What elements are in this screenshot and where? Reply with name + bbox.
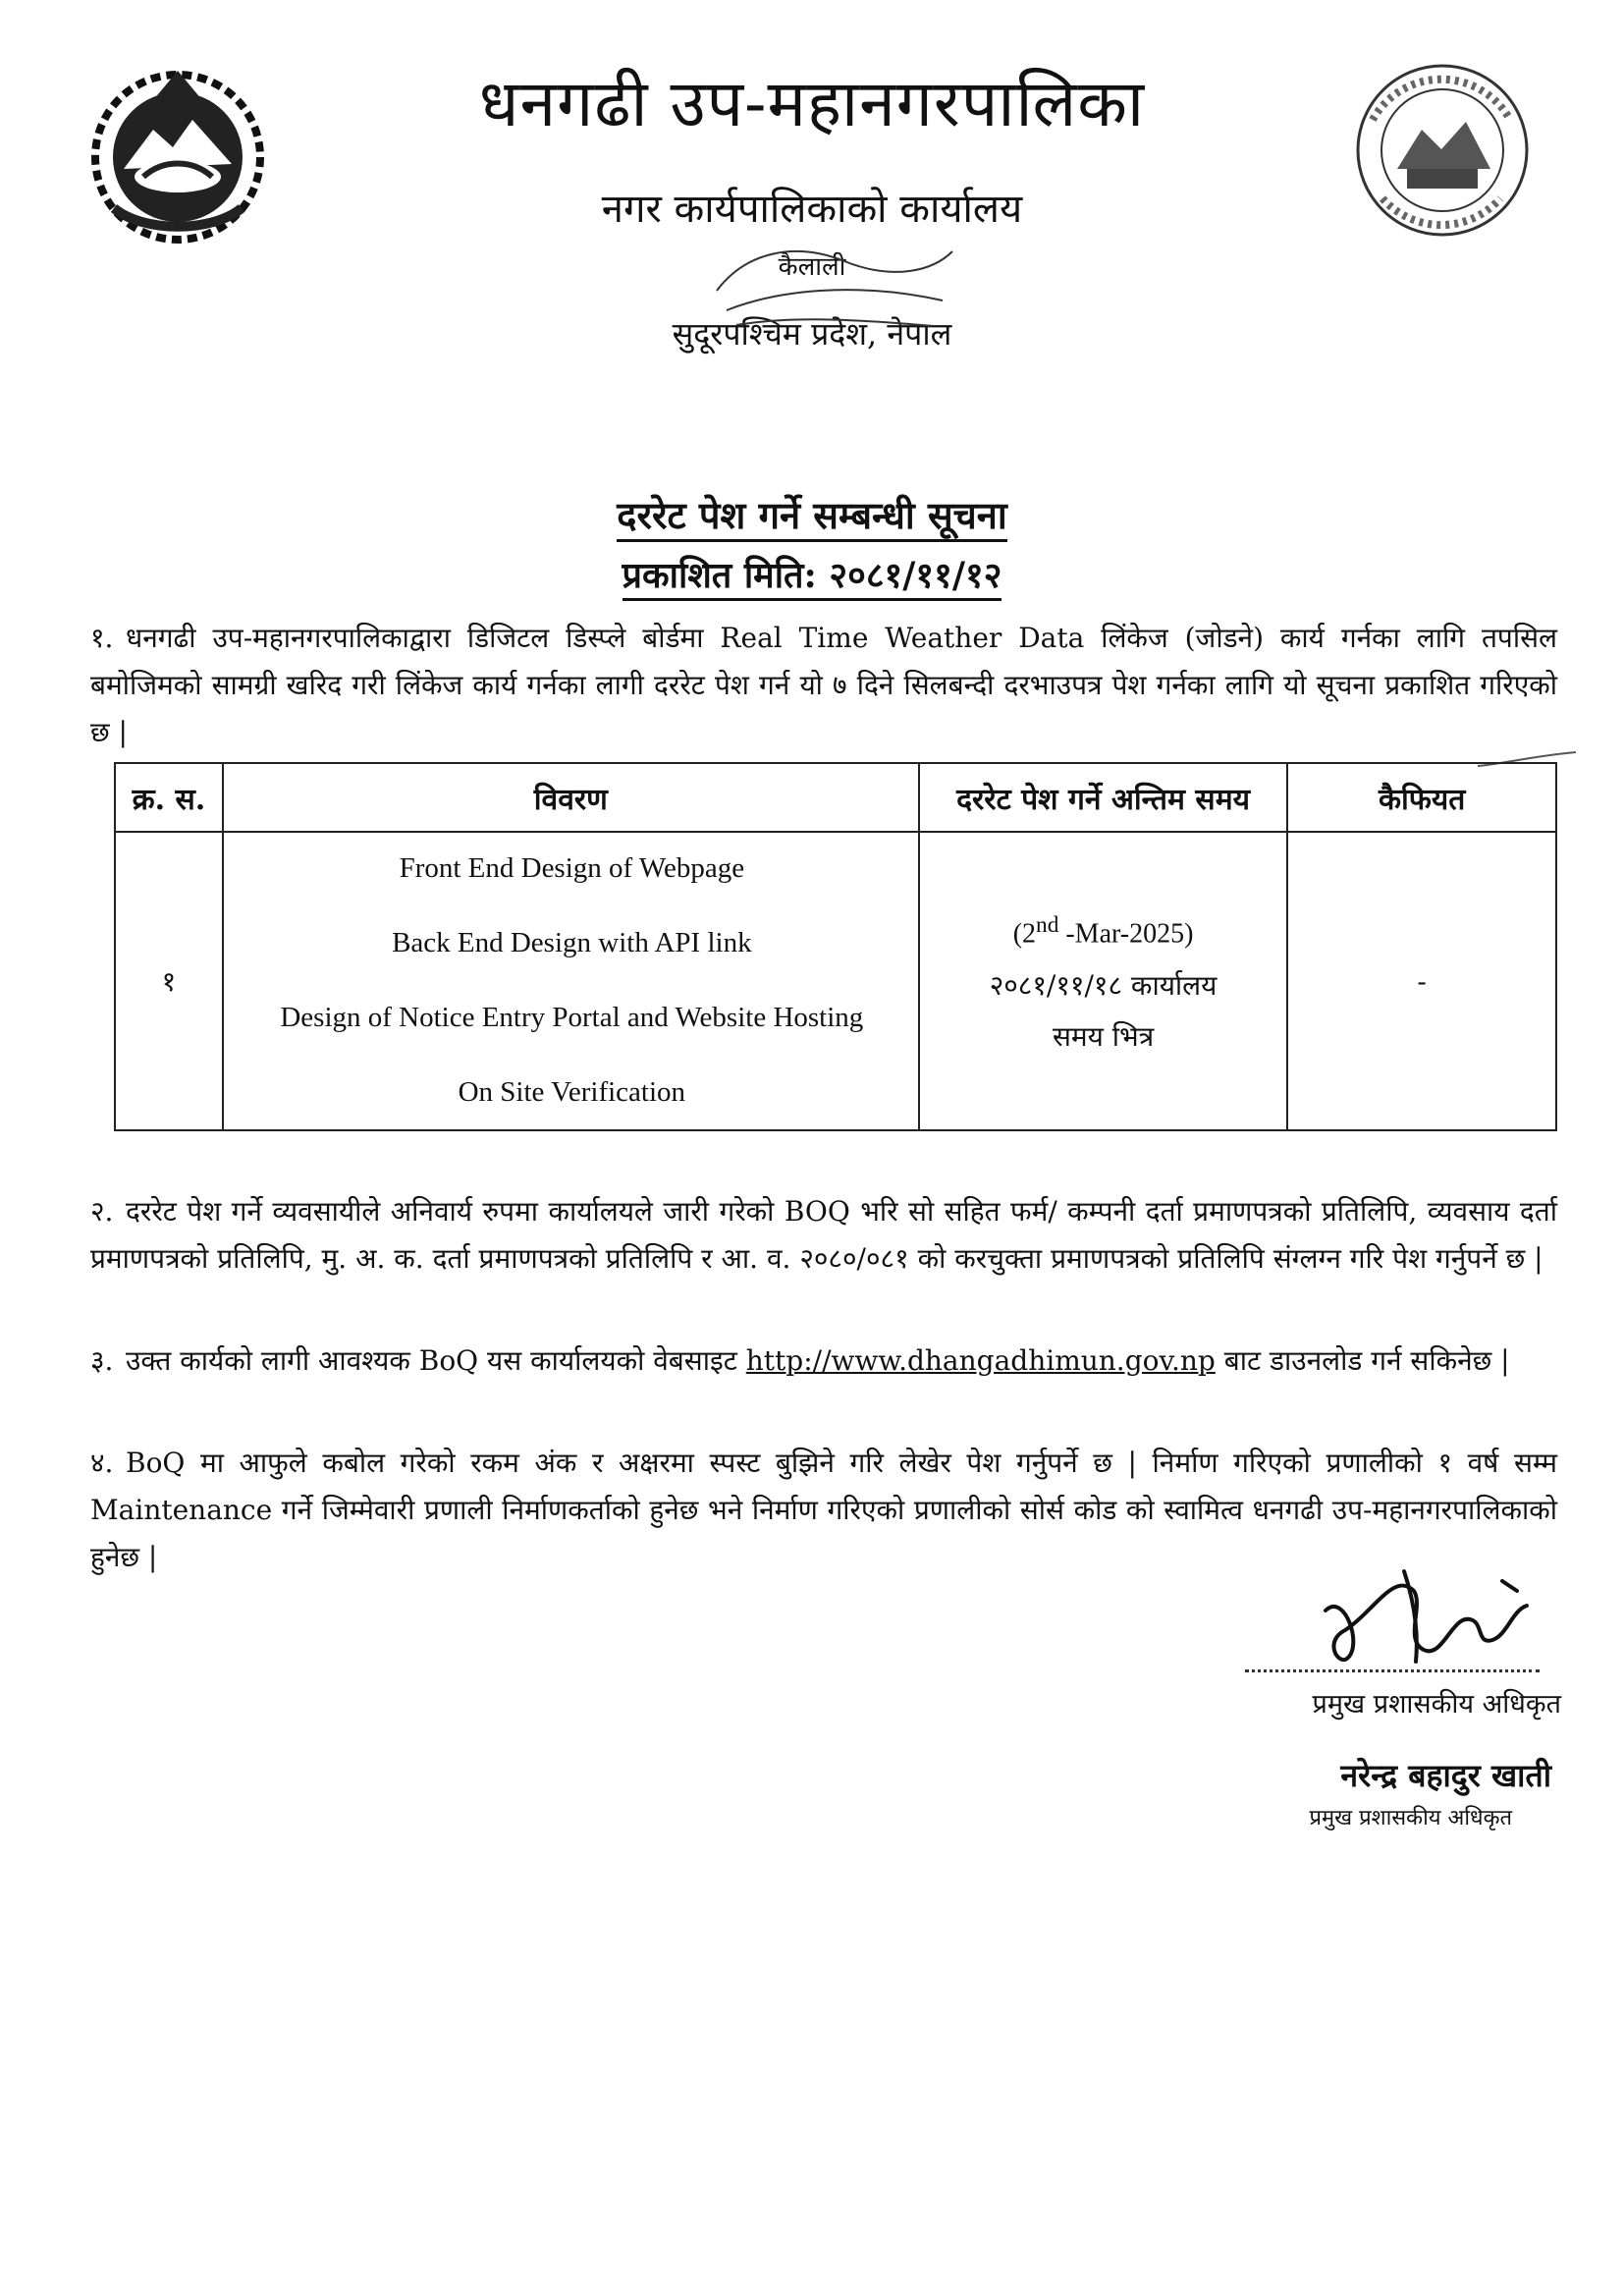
province-address: सुदूरपश्चिम प्रदेश, नेपाल <box>672 315 952 353</box>
paragraph-text: बाट डाउनलोड गर्न सकिनेछ | <box>1215 1344 1510 1377</box>
paragraph-number: १. <box>90 622 114 654</box>
paragraph-2 <box>90 1188 1557 1283</box>
signatory-name: नरेन्द्र बहादुर खाती <box>1340 1757 1551 1794</box>
website-link[interactable]: http://www.dhangadhimun.gov.np <box>745 1344 1216 1377</box>
paragraph-1 <box>90 615 1557 756</box>
municipality-name: धनगढी उप-महानगरपालिका <box>478 66 1146 141</box>
signatory-title-stamp: प्रमुख प्रशासकीय अधिकृत <box>1309 1806 1512 1831</box>
description-item: Front End Design of Webpage <box>399 852 745 884</box>
paragraph-text: धनगढी उप-महानगरपालिकाद्वारा डिजिटल डिस्प्ले बोर्डमा Real Time Weather Data लिंकेज (जोडने) कार्य गर्नका लागि तपसिल बमोजिमको सामग्री खरिद गरी लिंकेज कार्य गर्नका लागी दररेट पेश गर्न यो ७ दिने सिलबन्दी दरभाउपत्र पेश गर्नका लागि यो सूचना प्रकाशित गरिएको छ | <box>90 622 1557 748</box>
signature-line <box>1245 1660 1540 1672</box>
deadline-english-date: (2nd -Mar-2025) <box>1012 912 1194 950</box>
header-serial-no: क्र. स. <box>115 763 223 832</box>
office-name: नगर कार्यपालिकाको कार्यालय <box>601 187 1023 232</box>
paragraph-number: ४. <box>90 1447 114 1479</box>
paragraph-text: उक्त कार्यको लागी आवश्यक BoQ यस कार्यालयको वेबसाइट <box>126 1344 746 1377</box>
header-description: विवरण <box>223 763 919 832</box>
rate-table <box>114 762 1557 1131</box>
cell-remarks: - <box>1287 832 1556 1130</box>
published-date: प्रकाशित मिति: २०८१/११/१२ <box>0 552 1624 599</box>
paragraph-number: २. <box>90 1195 114 1228</box>
cell-serial-no: १ <box>115 832 223 1130</box>
paragraph-text: दररेट पेश गर्ने व्यवसायीले अनिवार्य रुपमा कार्यालयले जारी गरेको BOQ भरि सो सहित फर्म/ कम्पनी दर्ता प्रमाणपत्रको प्रतिलिपि, व्यवसाय दर्ता प्रमाणपत्रको प्रतिलिपि, मु. अ. क. दर्ता प्रमाणपत्रको प्रतिलिपि र आ. व. २०८०/०८१ को करचुक्ता प्रमाणपत्रको प्रतिलिपि संग्लग्न गरि पेश गर्नुपर्ने छ | <box>90 1195 1557 1275</box>
notice-title: दररेट पेश गर्ने सम्बन्धी सूचना <box>0 491 1624 540</box>
header-deadline: दररेट पेश गर्ने अन्तिम समय <box>919 763 1288 832</box>
paragraph-number: ३. <box>90 1344 114 1377</box>
description-item: On Site Verification <box>458 1076 686 1108</box>
description-item: Design of Notice Entry Portal and Website Hosting <box>280 1002 864 1033</box>
header-remarks: कैफियत <box>1287 763 1556 832</box>
district-name: कैलाली <box>778 252 846 282</box>
paragraph-text: BoQ मा आफुले कबोल गरेको रकम अंक र अक्षरमा स्पस्ट बुझिने गरि लेखेर पेश गर्नुपर्ने छ | निर्माण गरिएको प्रणालीको १ वर्ष सम्म Maintenance गर्ने जिम्मेवारी प्रणाली निर्माणकर्ताको हुनेछ भने निर्माण गरिएको प्रणालीको सोर्स कोड को स्वामित्व धनगढी उप-महानगरपालिकाको हुनेछ | <box>90 1447 1557 1573</box>
cell-description <box>223 832 919 1130</box>
table-row <box>115 832 1556 1130</box>
cell-deadline <box>919 832 1288 1130</box>
paragraph-3 <box>90 1338 1557 1385</box>
description-item: Back End Design with API link <box>392 927 752 958</box>
deadline-suffix: समय भित्र <box>1052 1019 1155 1053</box>
table-header-row <box>115 763 1556 832</box>
deadline-nepali-date: २०८१/११/१८ कार्यालय <box>989 968 1218 1002</box>
signatory-title: प्रमुख प्रशासकीय अधिकृत <box>1312 1689 1561 1720</box>
